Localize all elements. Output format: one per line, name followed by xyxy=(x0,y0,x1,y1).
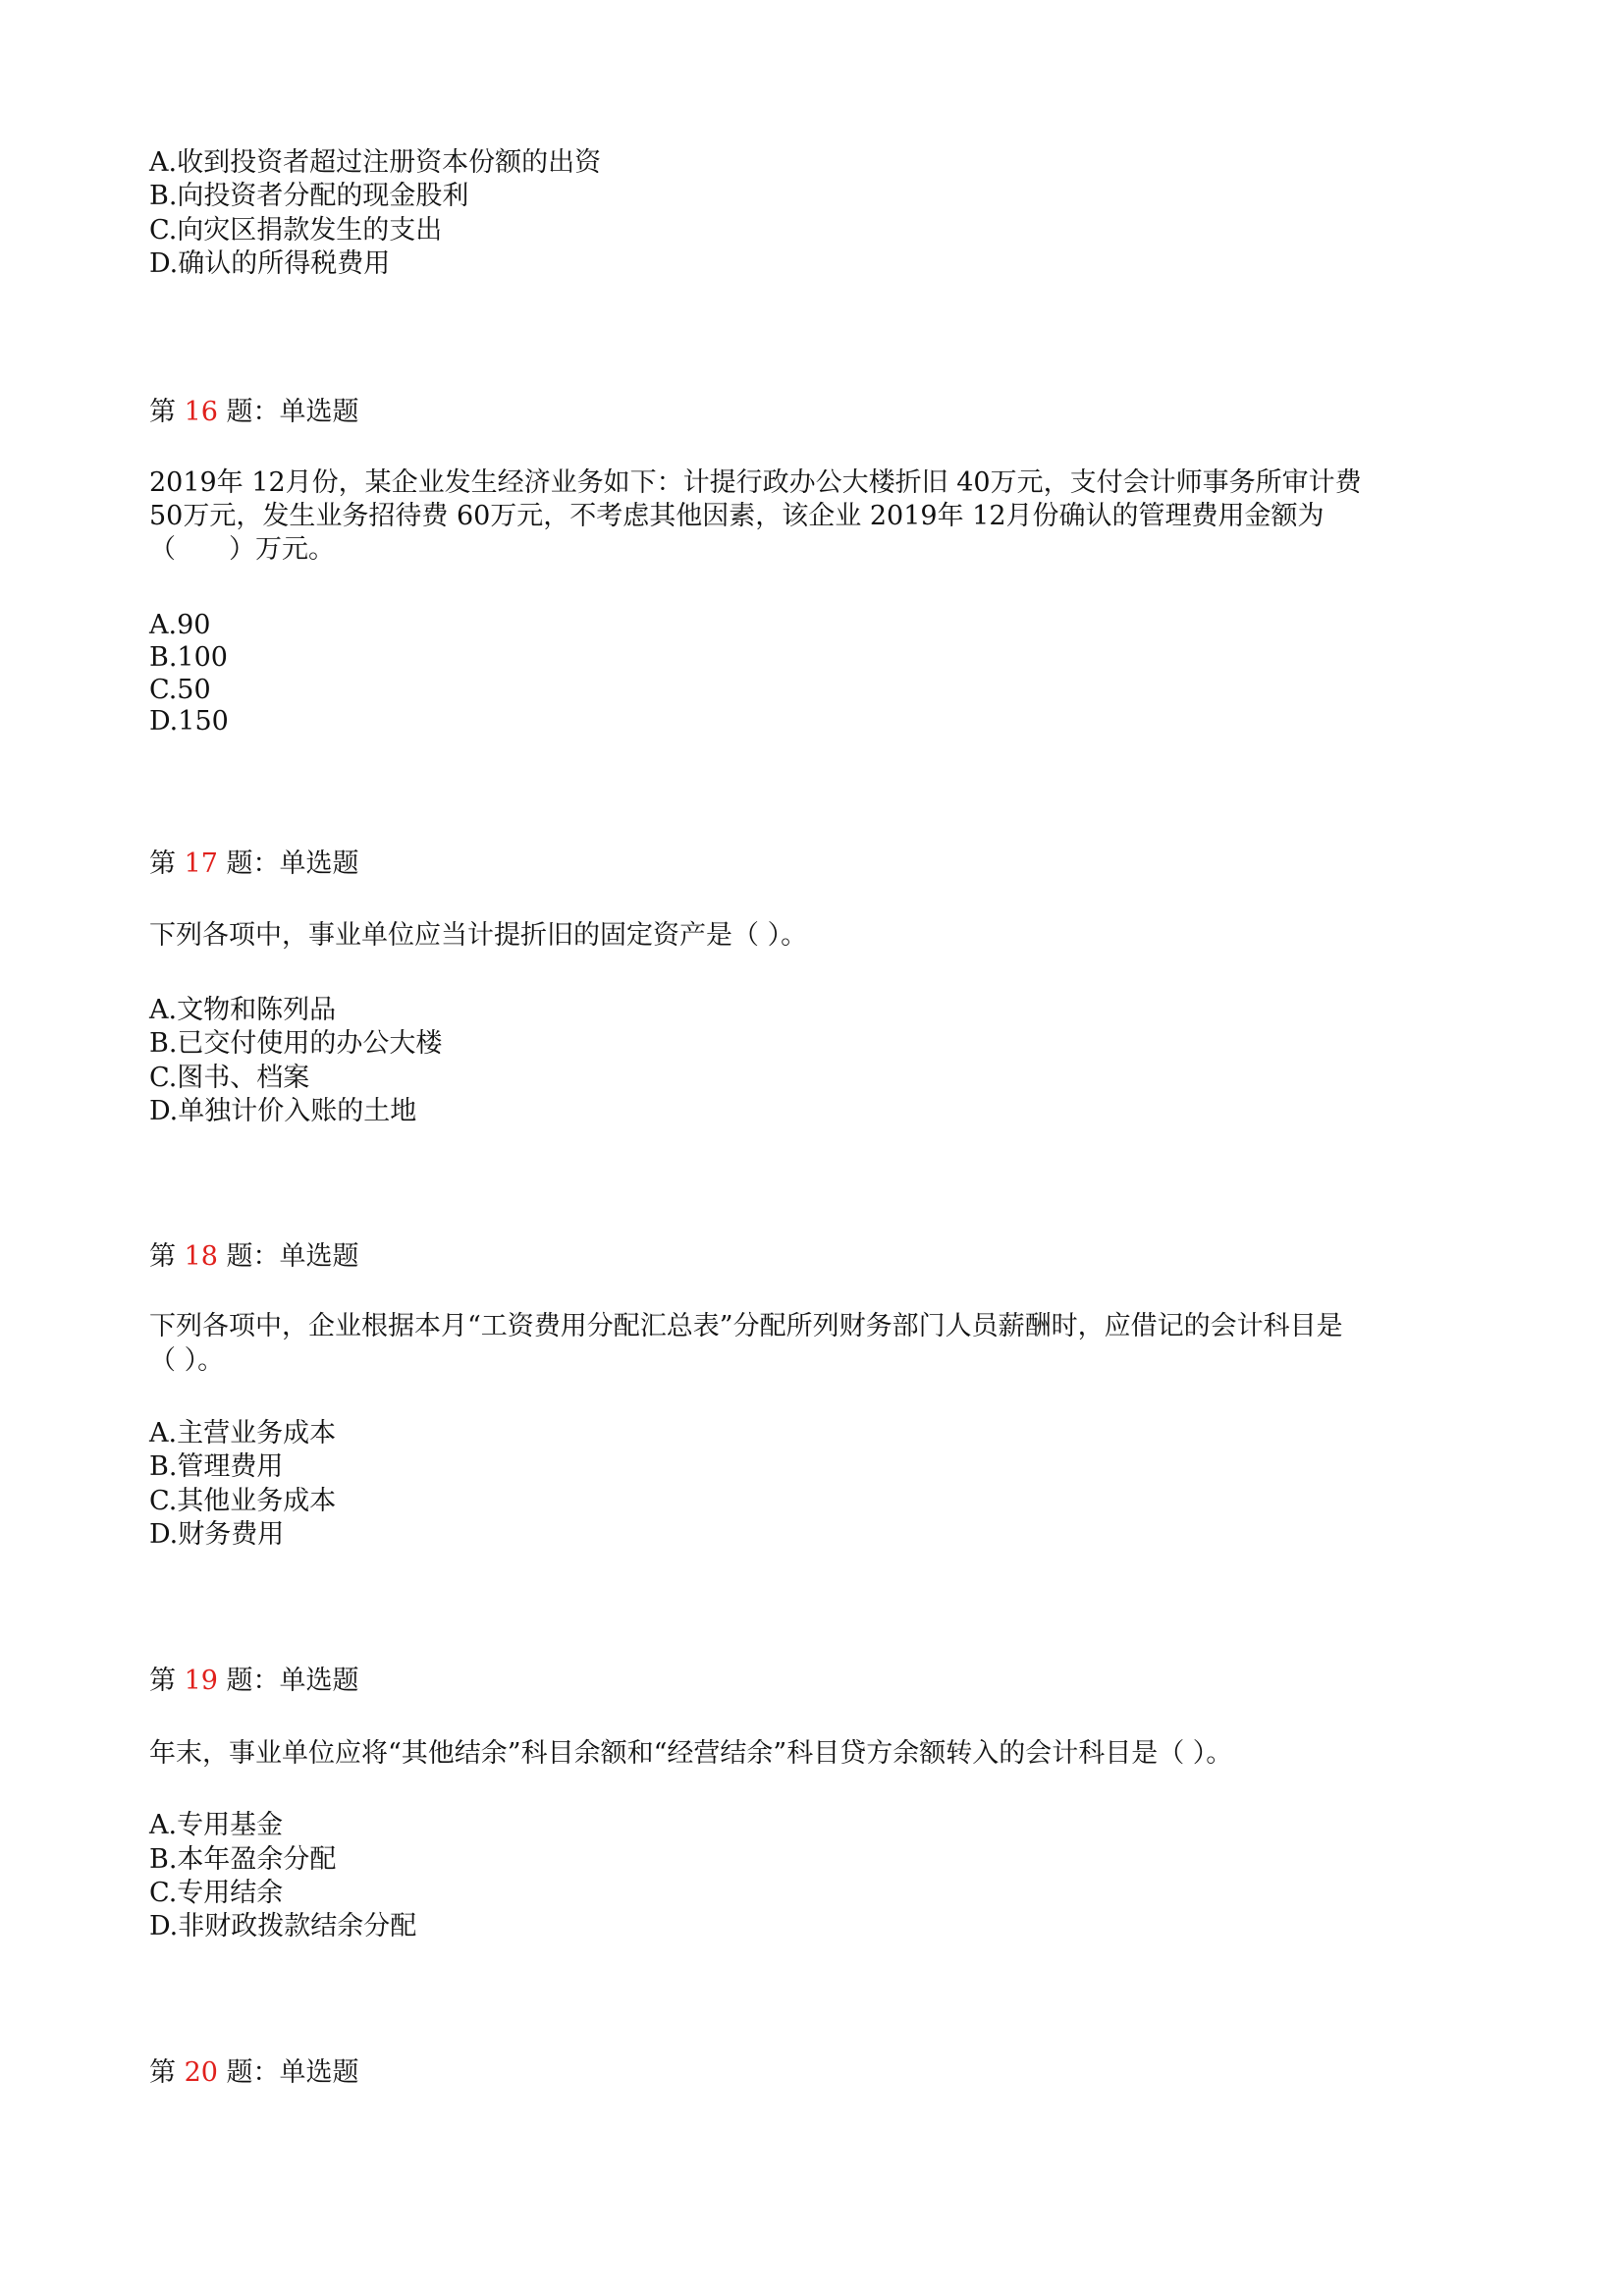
question-stem-line: 下列各项中，事业单位应当计提折旧的固定资产是（ ）。 xyxy=(149,920,808,951)
option-c: C.专用结余 xyxy=(149,1878,284,1908)
question-stem-line: （ ）。 xyxy=(149,1345,225,1376)
question-prefix: 第 xyxy=(149,397,176,427)
question-type: 题：单选题 xyxy=(226,1666,359,1696)
option-b: B.100 xyxy=(149,642,228,673)
option-d: D.单独计价入账的土地 xyxy=(149,1096,417,1126)
question-stem-line: 下列各项中，企业根据本月“工资费用分配汇总表”分配所列财务部门人员薪酬时，应借记的会计科目是 xyxy=(149,1311,1343,1341)
option-c: C.向灾区捐款发生的支出 xyxy=(149,215,443,246)
option-c: C.其他业务成本 xyxy=(149,1486,337,1516)
option-a: A.文物和陈列品 xyxy=(149,995,337,1025)
question-type: 题：单选题 xyxy=(226,2057,359,2088)
question-header xyxy=(149,2056,359,2090)
option-c: C.50 xyxy=(149,675,211,705)
option-d: D.确认的所得税费用 xyxy=(149,248,391,279)
question-type: 题：单选题 xyxy=(226,848,359,879)
option-d: D.财务费用 xyxy=(149,1519,285,1550)
question-stem-line: 50万元，发生业务招待费 60万元，不考虑其他因素，该企业 2019年 12月份确认的管理费用金额为 xyxy=(149,501,1325,531)
question-prefix: 第 xyxy=(149,848,176,879)
option-d: D.150 xyxy=(149,706,229,737)
option-d: D.非财政拨款结余分配 xyxy=(149,1911,417,1941)
option-a: A.90 xyxy=(149,610,211,640)
question-stem-line: 2019年 12月份，某企业发生经济业务如下：计提行政办公大楼折旧 40万元，支付会计师事务所审计费 xyxy=(149,467,1362,498)
option-b: B.管理费用 xyxy=(149,1451,284,1482)
question-header xyxy=(149,1240,359,1274)
option-b: B.向投资者分配的现金股利 xyxy=(149,181,469,211)
question-number: 20 xyxy=(184,2057,218,2088)
question-type: 题：单选题 xyxy=(226,397,359,427)
question-header xyxy=(149,847,359,881)
question-type: 题：单选题 xyxy=(226,1241,359,1272)
question-header xyxy=(149,396,359,429)
option-b: B.本年盈余分配 xyxy=(149,1844,337,1875)
question-number: 17 xyxy=(184,848,218,879)
question-header xyxy=(149,1665,359,1698)
question-stem-line: （ ）万元。 xyxy=(149,534,335,565)
option-b: B.已交付使用的办公大楼 xyxy=(149,1028,443,1059)
question-prefix: 第 xyxy=(149,1241,176,1272)
question-number: 16 xyxy=(184,397,218,427)
option-a: A.专用基金 xyxy=(149,1810,284,1840)
question-prefix: 第 xyxy=(149,1666,176,1696)
question-prefix: 第 xyxy=(149,2057,176,2088)
question-number: 18 xyxy=(184,1241,218,1272)
option-c: C.图书、档案 xyxy=(149,1063,310,1093)
question-stem-line: 年末，事业单位应将“其他结余”科目余额和“经营结余”科目贷方余额转入的会计科目是（ ）。 xyxy=(149,1738,1233,1769)
question-number: 19 xyxy=(184,1666,218,1696)
option-a: A.收到投资者超过注册资本份额的出资 xyxy=(149,147,602,178)
option-a: A.主营业务成本 xyxy=(149,1418,337,1449)
